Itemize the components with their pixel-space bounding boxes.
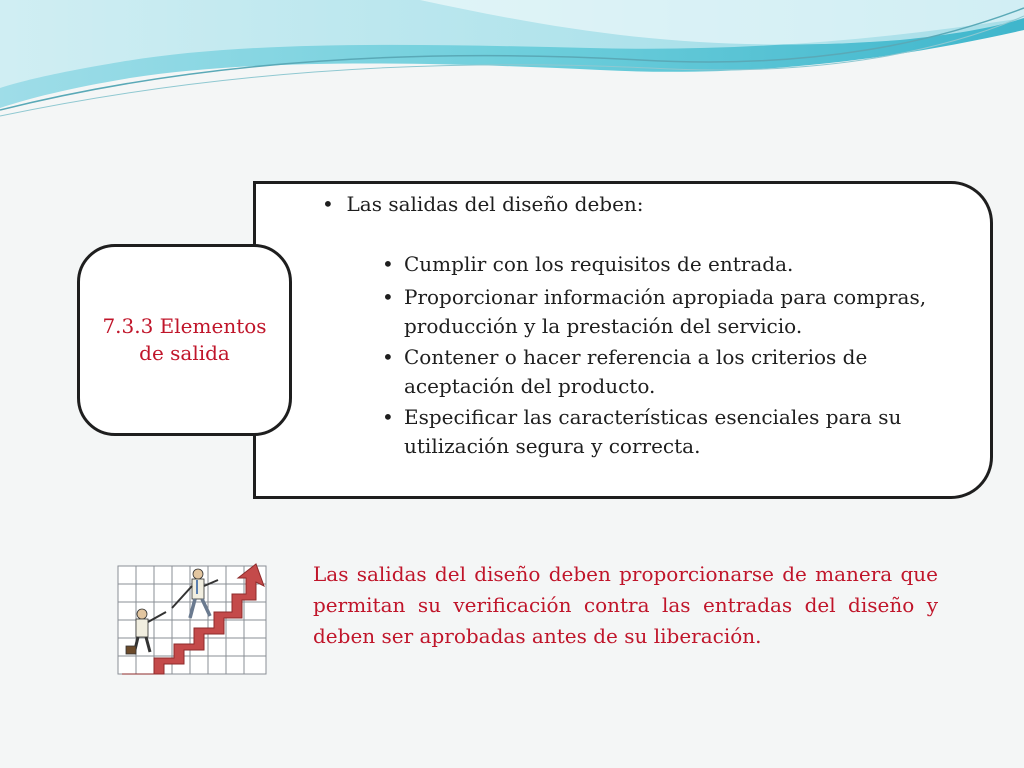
list-item (382, 343, 952, 401)
growth-stairs-business-icon (114, 560, 270, 678)
list-item-text: Proporcionar información apropiada para compras, producción y la prestación del servicio. (404, 285, 927, 338)
bullet-dot-icon: • (322, 192, 347, 216)
section-title: 7.3.3 Elementos de salida (102, 314, 267, 365)
list-item-text: Contener o hacer referencia a los criterios de aceptación del producto. (404, 345, 868, 398)
list-item (382, 283, 952, 341)
lead-bullet (322, 190, 644, 218)
list-item-text: Cumplir con los requisitos de entrada. (404, 252, 794, 276)
header-wave-decoration (0, 0, 1024, 130)
bullet-dot-icon: • (382, 345, 394, 369)
bullet-dot-icon: • (382, 252, 394, 276)
bullet-dot-icon: • (382, 285, 394, 309)
section-title-box (77, 244, 292, 436)
requirements-list (382, 250, 952, 463)
list-item (382, 403, 952, 461)
summary-note: Las salidas del diseño deben proporcionarse de manera que permitan su verificación contra las entradas del diseño y deben ser aprobadas antes de su liberación. (313, 562, 938, 648)
bullet-dot-icon: • (382, 405, 394, 429)
lead-bullet-text: Las salidas del diseño deben: (346, 192, 644, 216)
list-item (382, 250, 952, 279)
list-item-text: Especificar las características esenciales para su utilización segura y correcta. (404, 405, 902, 458)
